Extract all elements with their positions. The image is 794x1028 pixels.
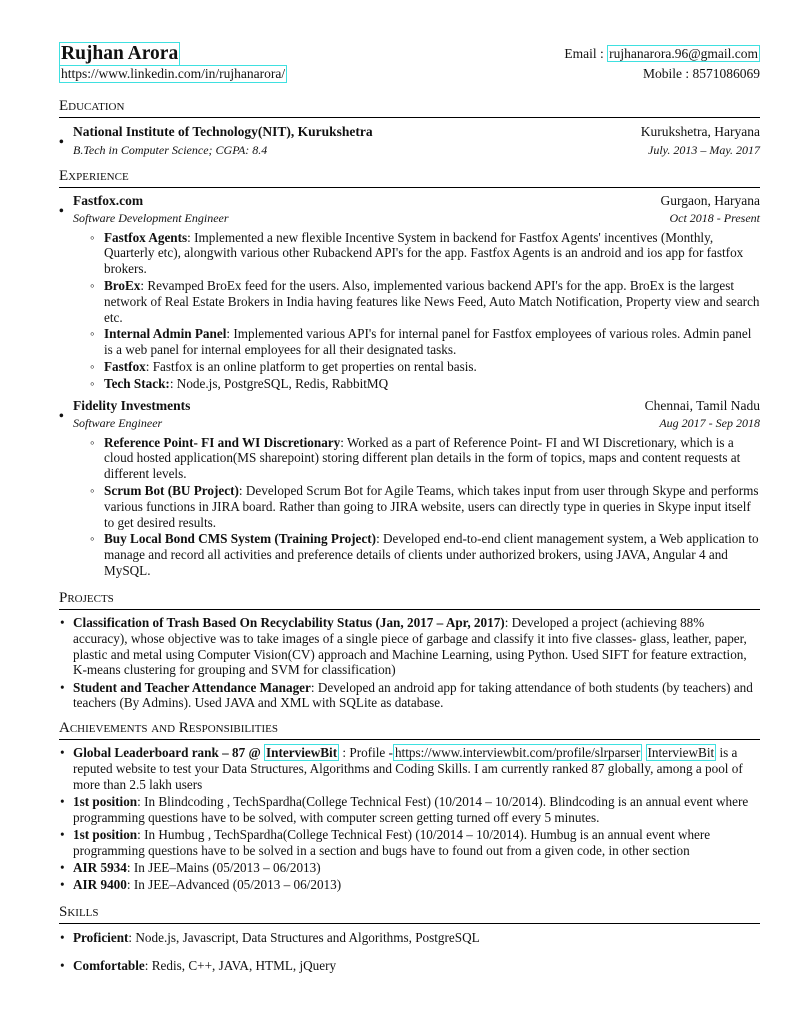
experience-section [59,168,760,393]
projects-section [59,590,760,713]
item-text: : Revamped BroEx feed for the users. Also, implemented various backend API's for the app. BroEx is the largest network of Real Estate Brokers in India having features like News Feed, Auto Match Notification, Property view and search etc. [104,277,760,325]
interviewbit-link[interactable]: InterviewBit [647,745,715,760]
company: Fidelity Investments [73,398,191,413]
email-link[interactable]: rujhanarora.96@gmail.com [609,46,758,61]
item-text: : Fastfox is an online platform to get properties on rental basis. [145,358,477,374]
linkedin-link[interactable]: https://www.linkedin.com/in/rujhanarora/ [61,66,286,81]
mobile-number: 8571086069 [692,66,760,81]
list-item [104,278,760,325]
list-item [73,745,760,792]
item-title: BroEx [104,277,141,293]
list-item [104,435,760,482]
item-title: Tech Stack: [104,375,170,391]
achievements-section [59,720,760,895]
section-heading: Skills [59,904,760,924]
list-item [73,930,760,946]
item-text: : In JEE–Advanced (05/2013 – 06/2013) [126,877,342,893]
list-item [104,376,760,392]
item-title: AIR 5934 [73,860,127,876]
list-item [104,531,760,578]
dates: Oct 2018 - Present [669,210,760,225]
item-text: : Node.js, PostgreSQL, Redis, RabbitMQ [169,375,389,391]
item-text: : Developed Scrum Bot for Agile Teams, which takes input from user through Skype and performs various functions in JIRA board. Rather than going to JIRA website, users can directly type in queries in Skype input itself to get desired results. [104,482,759,530]
item-title: Buy Local Bond CMS System (Training Project) [104,531,377,547]
section-heading: Achievements and Responsibilities [59,720,760,740]
list-item [104,326,760,358]
email-line [564,46,760,62]
item-text: : Redis, C++, JAVA, HTML, jQuery [144,957,337,973]
section-heading: Education [59,98,760,118]
company: Fastfox.com [73,193,144,208]
item-title: 1st position [73,826,138,842]
location: Chennai, Tamil Nadu [644,398,760,413]
role: Software Development Engineer [73,210,229,225]
bullet-icon: • [59,203,64,218]
profile-label: : Profile - [339,745,393,760]
skills-section [59,904,760,975]
list-item [73,958,760,974]
item-text: : Implemented a new flexible Incentive System in backend for Fastfox Agents' incentives (Monthly, Quarterly etc), alongwith various other Rubackend API's for the app. Fastfox Agents is an android and ios app for fastfox brokers. [104,229,744,277]
profile-link[interactable]: https://www.interviewbit.com/profile/slrparser [394,745,641,760]
school: National Institute of Technology(NIT), Kurukshetra [73,124,373,139]
interviewbit-link[interactable]: InterviewBit [266,745,338,760]
location: Gurgaon, Haryana [660,193,760,208]
section-heading: Experience [59,168,760,188]
item-text: : Worked as a part of Reference Point- FI and WI Discretionary, which is a cloud hosted application(MS sharepoint) storing different plan details in the form of topics, maps and content requests at different levels. [104,434,741,482]
dates: July. 2013 – May. 2017 [648,142,760,157]
item-text: : Node.js, Javascript, Data Structures and Algorithms, PostgreSQL [128,930,480,945]
item-text: : Developed an android app for taking attendance of both students (by teachers) and teachers (By Admins). Used JAVA and XML with SQLite as database. [73,679,753,711]
item-title: Reference Point- FI and WI Discretionary [104,434,341,450]
list-item [104,230,760,277]
item-text: is a reputed website to test your Data Structures, Algorithms and Coding Skills. I am currently ranked 87 globally, among a pool of more than 2.5 lakh users [73,745,743,792]
job-entry [59,193,760,392]
list-item [104,359,760,375]
item-title: Scrum Bot (BU Project) [104,482,239,498]
item-title: Internal Admin Panel [104,326,227,342]
item-title: Global Leaderboard rank – 87 @ [73,745,265,760]
list-item [73,877,760,893]
bullet-icon: • [59,134,64,149]
list-item [73,827,760,859]
item-title: Fastfox [104,358,146,374]
list-item [73,860,760,876]
bullet-icon: • [59,408,64,423]
item-title: Proficient [73,930,129,945]
mobile-line [643,66,760,82]
job-entry [59,398,760,580]
item-text: : In Humbug , TechSpardha(College Technical Fest) (10/2014 – 10/2014). Humbug is an annual event where programming questions have to be solved in a section and bugs have to found out from a given code, in other section [73,826,711,858]
list-item [73,794,760,826]
education-entry [59,124,760,159]
item-text: : Developed end-to-end client management system, a Web application to manage and record all activities and preference details of clients under authorized brokers, using JAVA, Angular 4 and MySQL. [104,531,759,578]
item-title: Fastfox Agents [104,229,188,245]
item-text: : In Blindcoding , TechSpardha(College Technical Fest) (10/2014 – 10/2014). Blindcoding is an annual event where programming questions have to be solved, with computer screen getting turned off every 5 minutes. [73,793,749,825]
email-label: Email : [564,46,608,61]
list-item [73,615,760,678]
item-title: Comfortable [73,957,145,973]
list-item [73,680,760,712]
mobile-label: Mobile : [643,66,693,81]
item-text: : Implemented various API's for internal panel for Fastfox employees of various roles. Admin panel is a web panel for internal employees for all their designated tasks. [104,326,752,358]
location: Kurukshetra, Haryana [640,124,760,139]
item-title: Student and Teacher Attendance Manager [73,679,311,695]
item-title: Classification of Trash Based On Recyclability Status (Jan, 2017 – Apr, 2017) [73,615,505,630]
candidate-name[interactable]: Rujhan Arora [61,43,179,64]
item-title: AIR 9400 [73,877,127,893]
role: Software Engineer [73,415,163,430]
degree: B.Tech in Computer Science; CGPA: 8.4 [73,142,268,157]
list-item [104,483,760,530]
item-text: : In JEE–Mains (05/2013 – 06/2013) [126,860,321,876]
education-section [59,98,760,159]
dates: Aug 2017 - Sep 2018 [659,415,760,430]
item-text: : Developed a project (achieving 88% accuracy), whose objective was to take images of a single piece of garbage and classify it into five classes- glass, leather, paper, plastic and metal using Computer Vision(CV) approach and Machine Learning, using Python. Used SIFT for feature extraction, K-means clustering for grouping and SVM for classification) [73,615,747,678]
item-title: 1st position [73,793,138,809]
section-heading: Projects [59,590,760,610]
